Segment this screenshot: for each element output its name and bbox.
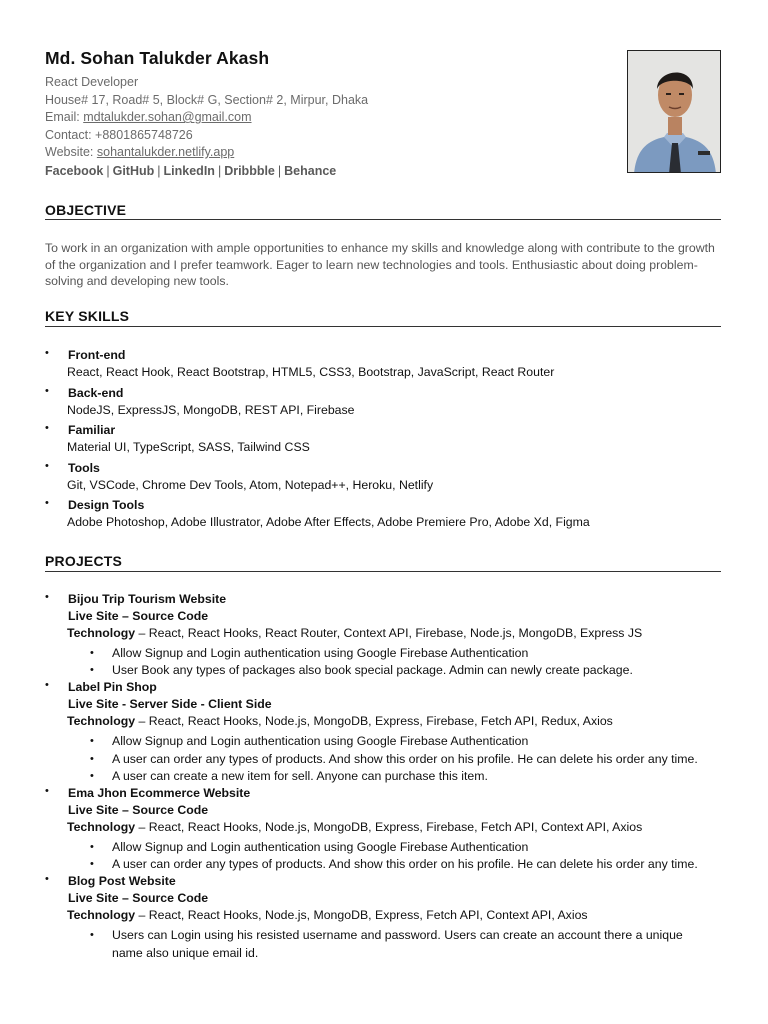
project-title: Label Pin Shop — [68, 680, 157, 695]
social-link-behance[interactable]: Behance — [284, 164, 337, 178]
bullet: • — [90, 929, 94, 942]
skill-group-title: Tools — [68, 460, 100, 475]
bullet: • — [90, 841, 94, 854]
email-link[interactable]: mdtalukder.sohan@gmail.com — [83, 110, 252, 124]
candidate-name: Md. Sohan Talukder Akash — [45, 48, 270, 68]
social-link-linkedin[interactable]: LinkedIn — [163, 164, 215, 178]
bullet: • — [90, 647, 94, 659]
project-technology — [67, 713, 747, 730]
skill-group-items: NodeJS, ExpressJS, MongoDB, REST API, Firebase — [67, 402, 355, 417]
objective-text: To work in an organization with ample opportunities to enhance my skills and knowledge along with contribute to the growth of the organization and I prefer teamwork. Eager to learn new technologies and tools. Enthusiastic about doing problem-solving and developing new tools. — [45, 241, 715, 288]
bullet: • — [45, 591, 49, 603]
technology-label: Technology — [67, 908, 136, 923]
project-point — [90, 662, 705, 679]
technology-list: – React, React Hooks, Node.js, MongoDB, Express, Firebase, Fetch API, Redux, Axios — [135, 714, 613, 729]
skill-group — [45, 385, 725, 423]
project-links[interactable]: Live Site - Server Side - Client Side — [68, 697, 272, 712]
skill-group — [45, 497, 725, 535]
project-point-text: A user can create a new item for sell. Anyone can purchase this item. — [112, 768, 488, 783]
bullet: • — [45, 422, 49, 434]
skill-group-title: Front-end — [68, 348, 126, 362]
skill-group — [45, 347, 725, 385]
bullet: • — [90, 769, 94, 782]
technology-label: Technology — [67, 714, 136, 729]
project-title: Blog Post Website — [68, 874, 176, 889]
website-line — [45, 145, 234, 160]
social-link-facebook[interactable]: Facebook — [45, 164, 104, 178]
technology-list: – React, React Hooks, Node.js, MongoDB, Express, Fetch API, Context API, Axios — [135, 908, 588, 923]
bullet: • — [45, 497, 49, 509]
technology-list: – React, React Hooks, React Router, Context API, Firebase, Node.js, MongoDB, Express JS — [135, 626, 643, 640]
project-links[interactable]: Live Site – Source Code — [68, 609, 209, 623]
project-links[interactable]: Live Site – Source Code — [68, 803, 209, 818]
project-links[interactable]: Live Site – Source Code — [68, 891, 209, 906]
skill-group — [45, 460, 725, 498]
bullet: • — [90, 664, 94, 677]
project-point-text: Allow Signup and Login authentication using Google Firebase Authentication — [112, 840, 529, 855]
project-point-text: Allow Signup and Login authentication using Google Firebase Authentication — [112, 646, 529, 660]
website-label: Website: — [45, 145, 97, 159]
skills-list — [45, 347, 725, 535]
project-item — [45, 873, 725, 961]
bullet: • — [45, 873, 49, 886]
project-title: Ema Jhon Ecommerce Website — [68, 786, 251, 801]
contact-line: Contact: +8801865748726 — [45, 128, 193, 142]
social-link-github[interactable]: GitHub — [112, 164, 155, 178]
bullet: • — [45, 347, 49, 359]
email-label: Email: — [45, 110, 84, 124]
profile-photo — [627, 50, 721, 173]
bullet: • — [90, 858, 94, 871]
social-link-dribbble[interactable]: Dribbble — [224, 164, 275, 178]
objective-divider — [45, 219, 721, 220]
social-separator: | — [106, 164, 110, 178]
skill-group-items: Git, VSCode, Chrome Dev Tools, Atom, Notepad++, Heroku, Netlify — [67, 477, 434, 492]
social-separator: | — [217, 164, 222, 178]
profile-photo-illustration — [628, 51, 721, 173]
project-item — [45, 591, 725, 679]
bullet: • — [45, 679, 49, 692]
project-point — [90, 645, 705, 662]
technology-list: – React, React Hooks, Node.js, MongoDB, Express, Firebase, Fetch API, Context API, Axios — [135, 820, 643, 835]
skill-group-items: Material UI, TypeScript, SASS, Tailwind CSS — [67, 440, 310, 454]
social-separator: | — [277, 164, 282, 178]
skill-group-title: Back-end — [68, 385, 124, 400]
project-item — [45, 679, 725, 785]
project-point — [90, 927, 705, 961]
project-title: Bijou Trip Tourism Website — [68, 592, 227, 606]
project-point — [90, 751, 705, 768]
key-skills-divider — [45, 326, 721, 327]
skill-group-title: Familiar — [68, 423, 116, 437]
project-point — [90, 768, 705, 785]
candidate-role: React Developer — [45, 75, 139, 89]
project-point — [90, 839, 705, 856]
technology-label: Technology — [67, 626, 136, 640]
projects-heading: PROJECTS — [45, 553, 123, 569]
skill-group-title: Design Tools — [68, 498, 145, 512]
objective-heading: OBJECTIVE — [45, 202, 127, 218]
bullet: • — [45, 785, 49, 798]
email-line — [45, 110, 252, 125]
key-skills-heading: KEY SKILLS — [45, 308, 130, 324]
website-link[interactable]: sohantalukder.netlify.app — [96, 145, 235, 159]
project-point-text: A user can order any types of products. And show this order on his profile. He can delete his order any time. — [112, 857, 698, 872]
skill-group-items: Adobe Photoshop, Adobe Illustrator, Adobe After Effects, Adobe Premiere Pro, Adobe Xd, Figma — [67, 515, 590, 529]
social-separator: | — [157, 164, 161, 178]
technology-label: Technology — [67, 820, 136, 835]
skill-group — [45, 422, 725, 460]
project-technology — [67, 907, 747, 924]
project-point — [90, 856, 705, 873]
project-point-text: User Book any types of packages also book special package. Admin can newly create package. — [112, 663, 633, 678]
candidate-address: House# 17, Road# 5, Block# G, Section# 2, Mirpur, Dhaka — [45, 93, 369, 107]
project-point-text: Allow Signup and Login authentication using Google Firebase Authentication — [112, 734, 529, 749]
project-point-text: A user can order any types of products. And show this order on his profile. He can delete his order any time. — [112, 751, 698, 766]
bullet: • — [45, 459, 49, 472]
bullet: • — [45, 384, 49, 397]
project-point-text: Users can Login using his resisted username and password. Users can create an account there a unique name also unique email id. — [112, 928, 683, 960]
project-point — [90, 733, 705, 750]
projects-list — [45, 591, 725, 962]
bullet: • — [90, 735, 94, 748]
project-technology — [67, 625, 747, 642]
project-item — [45, 785, 725, 873]
project-technology — [67, 819, 747, 836]
bullet: • — [90, 752, 94, 765]
social-links — [45, 164, 336, 179]
skill-group-items: React, React Hook, React Bootstrap, HTML5, CSS3, Bootstrap, JavaScript, React Router — [67, 365, 555, 379]
projects-divider — [45, 571, 721, 572]
